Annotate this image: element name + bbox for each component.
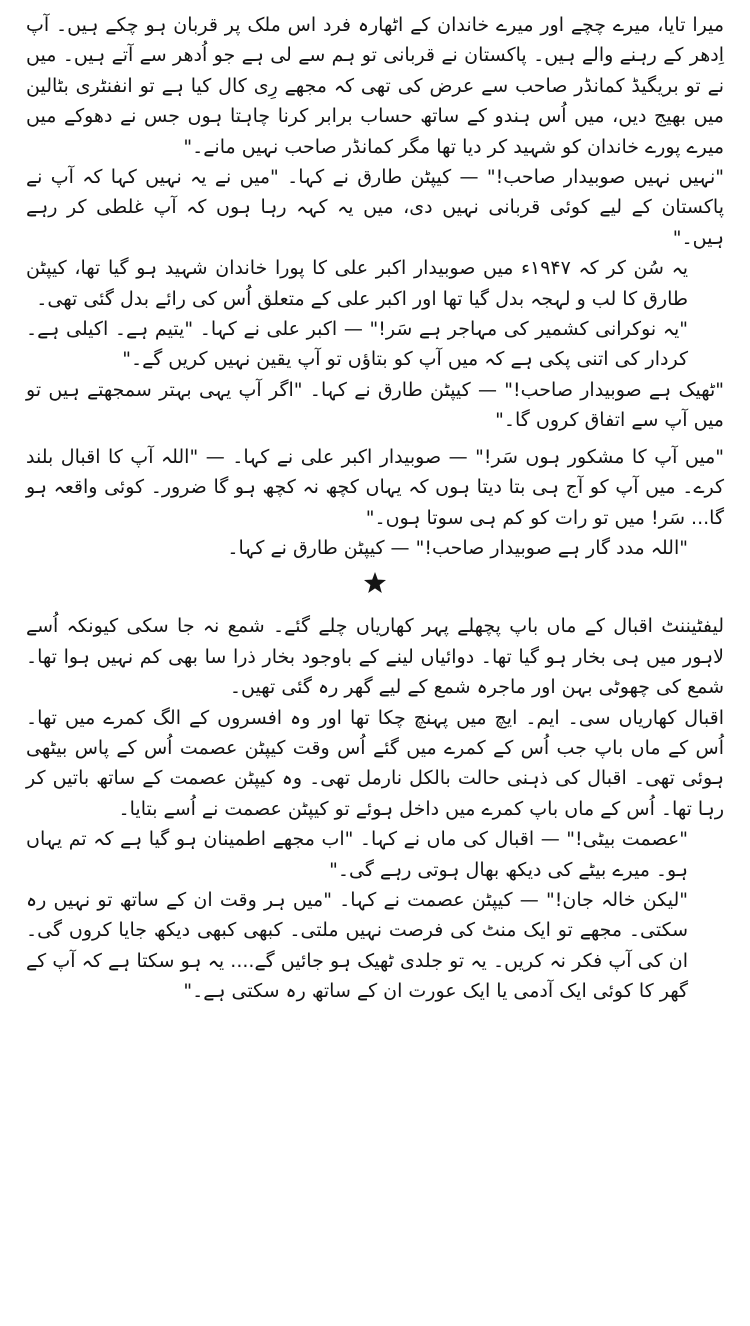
section-separator <box>26 571 724 601</box>
paragraph-captain-agrees: "ٹھیک ہے صوبیدار صاحب!" — کیپٹن طارق نے کہا۔ "اگر آپ یہی بہتر سمجھتے ہیں تو میں آپ سے اتفاق کروں گا۔" <box>26 378 724 432</box>
paragraph-iqbal-cmh: اقبال کھاریاں سی۔ ایم۔ ایچ میں پہنچ چکا تھا اور وہ افسروں کے الگ کمرے میں تھا۔ اُس کے ماں باپ جب اُس کے کمرے میں گئے اُس وقت کیپٹن عصمت اُس کے پاس بیٹھی ہوئی تھی۔ اقبال کی ذہنی حالت بالکل نارمل تھی۔ وہ کیپٹن عصمت کے ساتھ باتیں کر رہا تھا۔ اُس کے ماں باپ کمرے میں داخل ہوئے تو کیپٹن عصمت نے اُسے بتایا۔ <box>26 706 724 820</box>
paragraph-captain-reply: "نہیں نہیں صوبیدار صاحب!" — کیپٹن طارق نے کہا۔ "میں نے یہ نہیں کہا کہ آپ نے پاکستان کے لیے کوئی قربانی نہیں دی، میں یہ کہہ رہا ہوں کہ آپ غلطی کر رہے ہیں۔" <box>26 166 724 249</box>
star-icon <box>363 571 387 595</box>
paragraph-tariq-tone-change: یہ سُن کر کہ ۱۹۴۷ء میں صوبیدار اکبر علی کا پورا خاندان شہید ہو گیا تھا، کیپٹن طارق کا لب و لہجہ بدل گیا تھا اور اکبر علی کے متعلق اُس کی رائے بدل گئی تھی۔ <box>26 257 688 310</box>
paragraph-ismat-reply: "لیکن خالہ جان!" — کیپٹن عصمت نے کہا۔ "میں ہر وقت ان کے ساتھ تو نہیں رہ سکتی۔ مجھے تو ایک منٹ کی فرصت نہیں ملتی۔ کبھی کبھی دیکھ جایا کروں گی۔ ان کی آپ فکر نہ کریں۔ یہ تو جلدی ٹھیک ہو جائیں گے.... یہ ہو سکتا ہے کہ آپ کے گھر کا کوئی ایک آدمی یا ایک عورت ان کے ساتھ رہ سکتی ہے۔" <box>26 888 688 1003</box>
paragraph-subedar-thanks: "میں آپ کا مشکور ہوں سَر!" — صوبیدار اکبر علی نے کہا۔ — "اللہ آپ کا اقبال بلند کرے۔ میں آپ کو آج ہی بتا دیتا ہوں کہ یہاں کچھ نہ کچھ ہو گا ضرور۔ کوئی واقعہ ہو گا... سَر! میں تو رات کو کم ہی سوتا ہوں۔" <box>26 445 724 529</box>
paragraph-allah-helper: "اللہ مدد گار ہے صوبیدار صاحب!" — کیپٹن طارق نے کہا۔ <box>227 536 688 559</box>
paragraph-parents-left: لیفٹیننٹ اقبال کے ماں باپ پچھلے پہر کھاریاں چلے گئے۔ شمع نہ جا سکی کیونکہ اُسے لاہور میں ہی بخار ہو گیا تھا۔ دوائیاں لینے کے باوجود بخار ذرا سا بھی کم نہیں ہوا تھا۔ شمع کی چھوٹی بہن اور ماجرہ شمع کے لیے گھر رہ گئی تھیں۔ <box>26 615 724 699</box>
paragraph-maid-refugee: "یہ نوکرانی کشمیر کی مہاجر ہے سَر!" — اکبر علی نے کہا۔ "یتیم ہے۔ اکیلی ہے۔ کردار کی اتنی پکی ہے کہ میں آپ کو بتاؤں تو آپ یقین نہیں کریں گے۔" <box>26 318 688 371</box>
paragraph-mother-speaks: "عصمت بیٹی!" — اقبال کی ماں نے کہا۔ "اب مجھے اطمینان ہو گیا ہے کہ تم یہاں ہو۔ میرے بیٹے کی دیکھ بھال ہوتی رہے گی۔" <box>26 828 688 881</box>
paragraph-family-sacrifice: میرا تایا، میرے چچے اور میرے خاندان کے اٹھارہ فرد اس ملک پر قربان ہو چکے ہیں۔ آپ اِدھر کے رہنے والے ہیں۔ پاکستان نے قربانی تو ہم سے لی ہے جو اُدھر سے آتے ہیں۔ میں نے تو بریگیڈ کمانڈر صاحب سے عرض کی تھی کہ مجھے رِی کال کیا ہے تو انفنٹری بٹالین میں بھیج دیں، میں اُس ہندو کے ساتھ حساب برابر کرنا چاہتا ہوں جس نے دھوکے میں میرے پورے خاندان کو شہید کر دیا تھا مگر کمانڈر صاحب نہیں مانے۔" <box>26 14 724 158</box>
